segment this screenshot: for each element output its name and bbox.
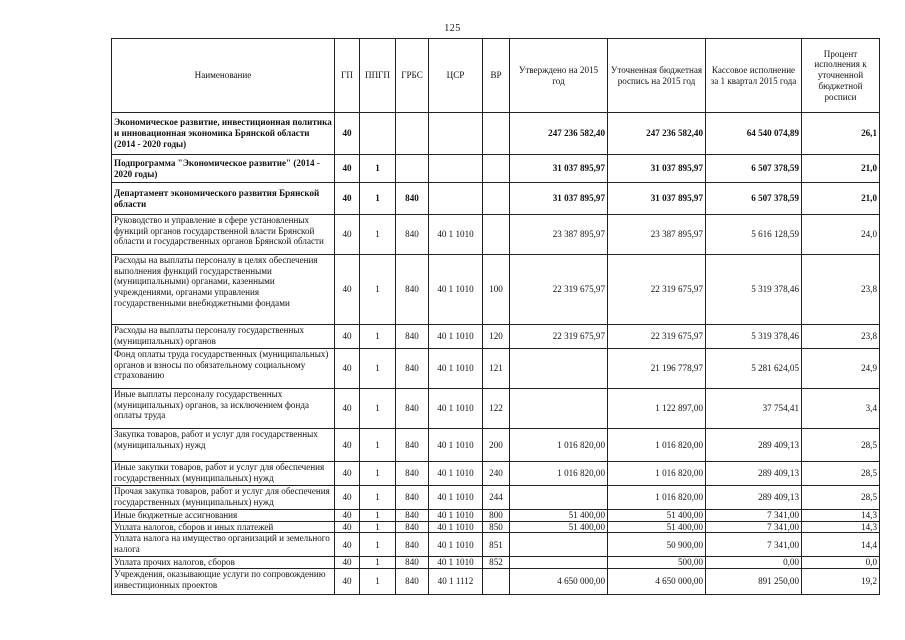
row-vr: 121 (483, 349, 510, 389)
row-vr: 851 (483, 533, 510, 557)
row-vr: 852 (483, 557, 510, 569)
row-name: Уплата прочих налогов, сборов (112, 557, 335, 569)
page-number: 125 (444, 23, 461, 34)
row-vr (483, 155, 510, 183)
row-ppgp: 1 (360, 183, 396, 215)
row-grbs: 840 (396, 462, 429, 486)
row-refined: 1 016 820,00 (608, 462, 706, 486)
row-refined: 1 016 820,00 (608, 486, 706, 510)
row-cash: 289 409,13 (706, 429, 802, 462)
row-refined: 23 387 895,97 (608, 215, 706, 255)
header-gp: ГП (335, 39, 360, 113)
header-approved: Утверждено на 2015 год (510, 39, 608, 113)
row-name: Уплата налогов, сборов и иных платежей (112, 521, 335, 533)
table-row (112, 510, 880, 522)
row-grbs: 840 (396, 325, 429, 349)
row-refined: 500,00 (608, 557, 706, 569)
row-approved: 4 650 000,00 (510, 569, 608, 595)
row-pct: 28,5 (802, 462, 880, 486)
row-name: Подпрограмма "Экономическое развитие" (2014 - 2020 годы) (112, 155, 335, 183)
budget-table (111, 38, 880, 595)
row-vr: 120 (483, 325, 510, 349)
row-cash: 6 507 378,59 (706, 183, 802, 215)
table-row (112, 349, 880, 389)
row-grbs: 840 (396, 429, 429, 462)
row-vr: 240 (483, 462, 510, 486)
table-row (112, 215, 880, 255)
row-csr: 40 1 1112 (429, 569, 483, 595)
row-grbs: 840 (396, 255, 429, 325)
row-grbs: 840 (396, 389, 429, 429)
row-pct: 19,2 (802, 569, 880, 595)
row-csr (429, 183, 483, 215)
row-approved: 51 400,00 (510, 510, 608, 522)
row-vr (483, 183, 510, 215)
row-refined: 247 236 582,40 (608, 113, 706, 155)
row-name: Руководство и управление в сфере установленных функций органов государственной власти Брянской области и государственных органов Брянской области (112, 215, 335, 255)
header-pct: Процент исполнения к уточненной бюджетной росписи (802, 39, 880, 113)
row-csr: 40 1 1010 (429, 462, 483, 486)
row-csr (429, 113, 483, 155)
row-gp: 40 (335, 325, 360, 349)
row-ppgp: 1 (360, 215, 396, 255)
row-gp: 40 (335, 389, 360, 429)
row-pct: 21,0 (802, 155, 880, 183)
row-vr: 122 (483, 389, 510, 429)
row-name: Учреждения, оказывающие услуги по сопровождению инвестиционных проектов (112, 569, 335, 595)
row-approved: 1 016 820,00 (510, 462, 608, 486)
row-csr: 40 1 1010 (429, 325, 483, 349)
row-grbs: 840 (396, 486, 429, 510)
table-row (112, 569, 880, 595)
row-cash: 37 754,41 (706, 389, 802, 429)
row-csr: 40 1 1010 (429, 349, 483, 389)
row-gp: 40 (335, 533, 360, 557)
row-cash: 289 409,13 (706, 486, 802, 510)
row-cash: 891 250,00 (706, 569, 802, 595)
row-cash: 6 507 378,59 (706, 155, 802, 183)
header-csr: ЦСР (429, 39, 483, 113)
row-cash: 5 319 378,46 (706, 255, 802, 325)
row-gp: 40 (335, 569, 360, 595)
row-vr: 200 (483, 429, 510, 462)
table-row (112, 557, 880, 569)
row-approved: 31 037 895,97 (510, 155, 608, 183)
row-gp: 40 (335, 183, 360, 215)
row-approved: 22 319 675,97 (510, 255, 608, 325)
row-csr: 40 1 1010 (429, 215, 483, 255)
row-name: Иные выплаты персоналу государственных (муниципальных) органов, за исключением фонда оплаты труда (112, 389, 335, 429)
table-row (112, 113, 880, 155)
row-ppgp: 1 (360, 349, 396, 389)
row-cash: 5 319 378,46 (706, 325, 802, 349)
row-approved: 23 387 895,97 (510, 215, 608, 255)
row-approved (510, 389, 608, 429)
row-csr: 40 1 1010 (429, 255, 483, 325)
row-vr: 100 (483, 255, 510, 325)
header-ppgp: ППГП (360, 39, 396, 113)
table-body (112, 113, 880, 595)
row-ppgp: 1 (360, 557, 396, 569)
row-ppgp: 1 (360, 533, 396, 557)
row-pct: 26,1 (802, 113, 880, 155)
row-grbs: 840 (396, 183, 429, 215)
row-vr (483, 215, 510, 255)
row-pct: 24,0 (802, 215, 880, 255)
table-row (112, 486, 880, 510)
row-ppgp: 1 (360, 569, 396, 595)
row-csr: 40 1 1010 (429, 429, 483, 462)
row-pct: 3,4 (802, 389, 880, 429)
row-name: Уплата налога на имущество организаций и земельного налога (112, 533, 335, 557)
row-ppgp: 1 (360, 429, 396, 462)
row-approved (510, 486, 608, 510)
table-row (112, 155, 880, 183)
row-name: Департамент экономического развития Брянской области (112, 183, 335, 215)
row-gp: 40 (335, 486, 360, 510)
row-gp: 40 (335, 155, 360, 183)
row-csr: 40 1 1010 (429, 533, 483, 557)
row-pct: 24,9 (802, 349, 880, 389)
row-gp: 40 (335, 462, 360, 486)
row-csr: 40 1 1010 (429, 510, 483, 522)
row-gp: 40 (335, 510, 360, 522)
row-pct: 14,4 (802, 533, 880, 557)
row-ppgp: 1 (360, 255, 396, 325)
row-refined: 1 122 897,00 (608, 389, 706, 429)
row-ppgp (360, 113, 396, 155)
row-grbs: 840 (396, 215, 429, 255)
row-cash: 64 540 074,89 (706, 113, 802, 155)
row-ppgp: 1 (360, 389, 396, 429)
row-approved: 31 037 895,97 (510, 183, 608, 215)
header-vr: ВР (483, 39, 510, 113)
row-refined: 51 400,00 (608, 510, 706, 522)
row-pct: 23,8 (802, 255, 880, 325)
row-name: Расходы на выплаты персоналу государственных (муниципальных) органов (112, 325, 335, 349)
row-name: Иные закупки товаров, работ и услуг для обеспечения государственных (муниципальных) нужд (112, 462, 335, 486)
row-name: Фонд оплаты труда государственных (муниципальных) органов и взносы по обязательному социальному страхованию (112, 349, 335, 389)
row-grbs: 840 (396, 533, 429, 557)
row-gp: 40 (335, 255, 360, 325)
table-row (112, 389, 880, 429)
table-row (112, 429, 880, 462)
row-csr: 40 1 1010 (429, 557, 483, 569)
row-vr (483, 569, 510, 595)
row-approved: 22 319 675,97 (510, 325, 608, 349)
table-row (112, 533, 880, 557)
row-pct: 0,0 (802, 557, 880, 569)
row-grbs: 840 (396, 521, 429, 533)
row-cash: 5 616 128,59 (706, 215, 802, 255)
row-refined: 1 016 820,00 (608, 429, 706, 462)
row-cash: 5 281 624,05 (706, 349, 802, 389)
row-grbs: 840 (396, 569, 429, 595)
row-grbs: 840 (396, 349, 429, 389)
row-vr: 800 (483, 510, 510, 522)
row-ppgp: 1 (360, 462, 396, 486)
row-gp: 40 (335, 429, 360, 462)
row-cash: 7 341,00 (706, 521, 802, 533)
row-refined: 21 196 778,97 (608, 349, 706, 389)
row-approved (510, 349, 608, 389)
row-pct: 14,3 (802, 510, 880, 522)
row-approved (510, 557, 608, 569)
row-vr: 244 (483, 486, 510, 510)
row-pct: 28,5 (802, 429, 880, 462)
row-name: Иные бюджетные ассигнования (112, 510, 335, 522)
row-cash: 7 341,00 (706, 510, 802, 522)
row-refined: 50 900,00 (608, 533, 706, 557)
row-refined: 22 319 675,97 (608, 325, 706, 349)
table-row (112, 462, 880, 486)
row-refined: 51 400,00 (608, 521, 706, 533)
row-grbs (396, 155, 429, 183)
row-ppgp: 1 (360, 155, 396, 183)
row-refined: 31 037 895,97 (608, 155, 706, 183)
header-name: Наименование (112, 39, 335, 113)
row-grbs (396, 113, 429, 155)
row-csr (429, 155, 483, 183)
row-grbs: 840 (396, 510, 429, 522)
row-name: Закупка товаров, работ и услуг для государственных (муниципальных) нужд (112, 429, 335, 462)
row-approved: 51 400,00 (510, 521, 608, 533)
row-vr (483, 113, 510, 155)
row-pct: 14,3 (802, 521, 880, 533)
row-gp: 40 (335, 215, 360, 255)
row-name: Экономическое развитие, инвестиционная политика и инновационная экономика Брянской области (2014 - 2020 годы) (112, 113, 335, 155)
row-ppgp: 1 (360, 325, 396, 349)
row-csr: 40 1 1010 (429, 486, 483, 510)
table-row (112, 521, 880, 533)
row-approved: 1 016 820,00 (510, 429, 608, 462)
row-vr: 850 (483, 521, 510, 533)
row-cash: 7 341,00 (706, 533, 802, 557)
row-approved: 247 236 582,40 (510, 113, 608, 155)
row-pct: 23,8 (802, 325, 880, 349)
row-csr: 40 1 1010 (429, 521, 483, 533)
row-pct: 28,5 (802, 486, 880, 510)
row-name: Прочая закупка товаров, работ и услуг для обеспечения государственных (муниципальных) нужд (112, 486, 335, 510)
table-row (112, 255, 880, 325)
row-gp: 40 (335, 113, 360, 155)
header-refined: Уточненная бюджетная роспись на 2015 год (608, 39, 706, 113)
table-row (112, 325, 880, 349)
row-gp: 40 (335, 349, 360, 389)
row-refined: 22 319 675,97 (608, 255, 706, 325)
header-cash: Кассовое исполнение за 1 квартал 2015 года (706, 39, 802, 113)
header-row (112, 39, 880, 113)
row-refined: 31 037 895,97 (608, 183, 706, 215)
row-approved (510, 533, 608, 557)
row-name: Расходы на выплаты персоналу в целях обеспечения выполнения функций государственными (муниципальными) органами, казенными учреждениями, органами управления государственными внебюджетными фондами (112, 255, 335, 325)
row-cash: 0,00 (706, 557, 802, 569)
row-cash: 289 409,13 (706, 462, 802, 486)
row-grbs: 840 (396, 557, 429, 569)
row-ppgp: 1 (360, 486, 396, 510)
header-grbs: ГРБС (396, 39, 429, 113)
table-row (112, 183, 880, 215)
row-gp: 40 (335, 557, 360, 569)
row-gp: 40 (335, 521, 360, 533)
row-csr: 40 1 1010 (429, 389, 483, 429)
row-ppgp: 1 (360, 510, 396, 522)
row-refined: 4 650 000,00 (608, 569, 706, 595)
row-ppgp: 1 (360, 521, 396, 533)
row-pct: 21,0 (802, 183, 880, 215)
